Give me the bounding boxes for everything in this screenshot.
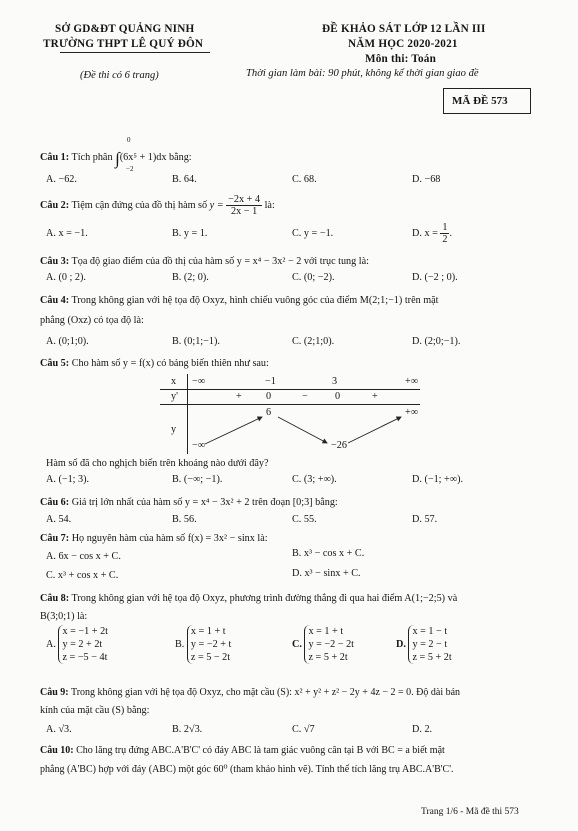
q5-text: Cho hàm số y = f(x) có bảng biến thiên như sau:: [71, 358, 269, 369]
q1-option-b[interactable]: B. 64.: [172, 174, 197, 185]
arrow-increase-1: [205, 417, 262, 444]
q9-text-line1: Trong không gian với hệ tọa độ Oxyz, cho mặt cầu (S): x² + y² + z² − 2y + 4z − 2 = 0. Độ dài bán: [70, 687, 461, 698]
q2-d-num: 1: [442, 222, 448, 233]
q8-option-d[interactable]: [396, 625, 452, 664]
q5-question: Hàm số đã cho nghịch biến trên khoảng nào dưới đây?: [46, 458, 269, 469]
table-sign-5: +: [372, 391, 378, 402]
table-yprime-label: y': [171, 391, 178, 402]
q7-option-a[interactable]: A. 6x − cos x + C.: [46, 551, 121, 562]
q2-text: Tiệm cận đứng của đồ thị hàm số: [71, 199, 208, 211]
q8-a-z: z = −5 − 4t: [62, 652, 108, 663]
q8-a-y: y = 2 + 2t: [62, 639, 103, 650]
q2-option-a[interactable]: A. x = −1.: [46, 228, 88, 239]
table-sign-3: −: [302, 391, 308, 402]
q8-option-d-label: D.: [396, 639, 406, 650]
q8-option-a-system: [58, 625, 108, 664]
q8-text-line2: B(3;0;1) là:: [40, 611, 88, 622]
q6-option-a[interactable]: A. 54.: [46, 514, 72, 525]
q3-option-b[interactable]: B. (2; 0).: [172, 272, 209, 283]
q2-denominator: 2x − 1: [231, 206, 258, 217]
q5-label: Câu 5:: [40, 358, 70, 369]
q4-text-line2: phẳng (Oxz) có tọa độ là:: [40, 315, 144, 326]
q8-label: Câu 8:: [40, 593, 70, 604]
q1-post: bằng:: [168, 152, 192, 163]
table-sign-1: +: [236, 391, 242, 402]
q2-label: Câu 2:: [40, 199, 70, 211]
table-sign-2: 0: [266, 391, 272, 402]
q5-option-d[interactable]: D. (−1; +∞).: [412, 474, 464, 485]
q2-option-c[interactable]: C. y = −1.: [292, 228, 334, 239]
q9-option-b[interactable]: B. 2√3.: [172, 724, 203, 735]
q8-c-z: z = 5 + 2t: [308, 652, 348, 663]
q9-label: Câu 9:: [40, 687, 69, 698]
arrow-decrease: [278, 417, 327, 443]
q8-d-x: x = 1 − t: [412, 626, 448, 637]
q6-text: Giá trị lớn nhất của hàm số y = x⁴ − 3x² + 2 trên đoạn [0;3] bằng:: [71, 497, 338, 508]
q1-upper-limit: 0: [127, 136, 131, 144]
q3-label: Câu 3:: [40, 256, 70, 267]
q1-integrand: (6x⁵ + 1)dx: [119, 152, 167, 163]
q8-option-a[interactable]: [46, 625, 108, 664]
table-y-label: y: [171, 424, 177, 435]
q3-option-a[interactable]: A. (0 ; 2).: [46, 272, 86, 283]
q3-option-c[interactable]: C. (0; −2).: [292, 272, 335, 283]
table-y-top-2: +∞: [405, 407, 419, 418]
q2-d-den: 2: [442, 234, 448, 245]
q5-option-a[interactable]: A. (−1; 3).: [46, 474, 90, 485]
q8-option-b[interactable]: [175, 625, 231, 664]
exam-code: MÃ ĐỀ 573: [452, 95, 508, 107]
q5-option-b[interactable]: B. (−∞; −1).: [172, 474, 223, 485]
q10-label: Câu 10:: [40, 745, 74, 756]
q7-option-b[interactable]: B. x³ − cos x + C.: [292, 548, 365, 559]
time-note: Thời gian làm bài: 90 phút, không kể thời gian giao đề: [246, 68, 479, 79]
q10-text-line1: Cho lăng trụ đứng ABC.A'B'C' có đáy ABC là tam giác vuông cân tại B với BC = a biết mặt: [76, 745, 445, 756]
q1-option-d[interactable]: D. −68: [412, 174, 441, 185]
table-x-value-3: 3: [332, 376, 338, 387]
q9-text-line2: kính của mặt cầu (S) bằng:: [40, 705, 150, 716]
table-y-top-1: 6: [266, 407, 272, 418]
q8-b-z: z = 5 − 2t: [190, 652, 231, 663]
question-9: [40, 687, 460, 698]
department-name: SỞ GD&ĐT QUẢNG NINH: [55, 23, 195, 35]
q6-label: Câu 6:: [40, 497, 70, 508]
q3-text: Tọa độ giao điểm của đồ thị của hàm số y = x⁴ − 3x² − 2 với trục tung là:: [71, 256, 369, 267]
table-x-value-2: −1: [265, 376, 276, 387]
q8-d-y: y = 2 − t: [412, 639, 448, 650]
q1-text: Tích phân: [71, 152, 113, 163]
page-count-note: (Đề thi có 6 trang): [80, 70, 159, 81]
q8-c-x: x = 1 + t: [308, 626, 344, 637]
q5-option-c[interactable]: C. (3; +∞).: [292, 474, 337, 485]
table-x-label: x: [171, 376, 177, 387]
q9-option-c[interactable]: C. √7: [292, 724, 315, 735]
q2-post: là:: [264, 199, 275, 211]
q6-option-c[interactable]: C. 55.: [292, 514, 317, 525]
q8-d-z: z = 5 + 2t: [412, 652, 452, 663]
q4-label: Câu 4:: [40, 295, 70, 306]
q2-option-b[interactable]: B. y = 1.: [172, 228, 208, 239]
table-x-value-4: +∞: [405, 376, 419, 387]
question-8: [40, 593, 457, 604]
q8-option-a-label: A.: [46, 639, 56, 650]
q4-option-b[interactable]: B. (0;1;−1).: [172, 336, 220, 347]
q10-text-line2: phẳng (A'BC) hợp với đáy (ABC) một góc 60⁰ (tham khảo hình vẽ). Tính thể tích lăng trụ ABC.A'B'C'.: [40, 764, 454, 775]
q8-option-d-system: [408, 625, 451, 664]
q8-a-x: x = −1 + 2t: [62, 626, 108, 637]
q2-function: y =: [209, 199, 224, 211]
q1-label: Câu 1:: [40, 152, 70, 163]
q4-text-line1: Trong không gian với hệ tọa độ Oxyz, hình chiếu vuông góc của điểm M(2;1;−1) trên mặt: [71, 295, 439, 306]
q8-b-x: x = 1 + t: [190, 626, 226, 637]
q8-option-c[interactable]: [292, 625, 354, 664]
q4-option-a[interactable]: A. (0;1;0).: [46, 336, 89, 347]
q8-option-b-label: B.: [175, 639, 185, 650]
q7-option-c[interactable]: C. x³ + cos x + C.: [46, 570, 119, 581]
question-10: [40, 745, 445, 756]
subject: Môn thi: Toán: [365, 53, 436, 65]
q8-b-y: y = −2 + t: [190, 639, 232, 650]
q4-option-d[interactable]: D. (2;0;−1).: [412, 336, 461, 347]
q2-numerator: −2x + 4: [228, 194, 261, 205]
table-y-bottom-1: −∞: [192, 440, 206, 451]
page-footer: Trang 1/6 - Mã đề thi 573: [421, 807, 519, 817]
q6-option-b[interactable]: B. 56.: [172, 514, 197, 525]
q9-option-a[interactable]: A. √3.: [46, 724, 72, 735]
q7-option-d[interactable]: D. x³ − sinx + C.: [292, 568, 361, 579]
q8-option-c-system: [304, 625, 354, 664]
q8-text-line1: Trong không gian với hệ tọa độ Oxyz, phương trình đường thẳng đi qua hai điểm A(1;−2;5) và: [71, 593, 458, 604]
q1-lower-limit: −2: [126, 165, 134, 173]
q8-c-y: y = −2 − 2t: [308, 639, 354, 650]
q8-option-b-system: [187, 625, 231, 664]
q3-option-d[interactable]: D. (−2 ; 0).: [412, 272, 458, 283]
q1-option-c[interactable]: C. 68.: [292, 174, 317, 185]
q8-option-c-label: C.: [292, 639, 302, 650]
exam-title: ĐỀ KHẢO SÁT LỚP 12 LẦN III: [322, 23, 486, 35]
q9-option-d[interactable]: D. 2.: [412, 724, 433, 735]
q6-option-d[interactable]: D. 57.: [412, 514, 438, 525]
q2-option-d-text: D. x =: [412, 227, 438, 239]
arrow-increase-2: [348, 417, 401, 443]
school-name: TRƯỜNG THPT LÊ QUÝ ĐÔN: [43, 38, 204, 50]
q4-option-c[interactable]: C. (2;1;0).: [292, 336, 335, 347]
q1-option-a[interactable]: A. −62.: [46, 174, 77, 185]
table-y-bottom-2: −26: [331, 440, 347, 451]
question-7: [40, 533, 268, 544]
q7-text: Họ nguyên hàm của hàm số f(x) = 3x² − sinx là:: [71, 533, 268, 544]
school-year: NĂM HỌC 2020-2021: [348, 38, 458, 50]
integral-sign-icon: ∫: [115, 149, 120, 168]
question-6: [40, 497, 338, 508]
table-x-value-1: −∞: [192, 376, 206, 387]
table-sign-4: 0: [335, 391, 341, 402]
q2-d-end: .: [449, 227, 453, 239]
q7-label: Câu 7:: [40, 533, 70, 544]
